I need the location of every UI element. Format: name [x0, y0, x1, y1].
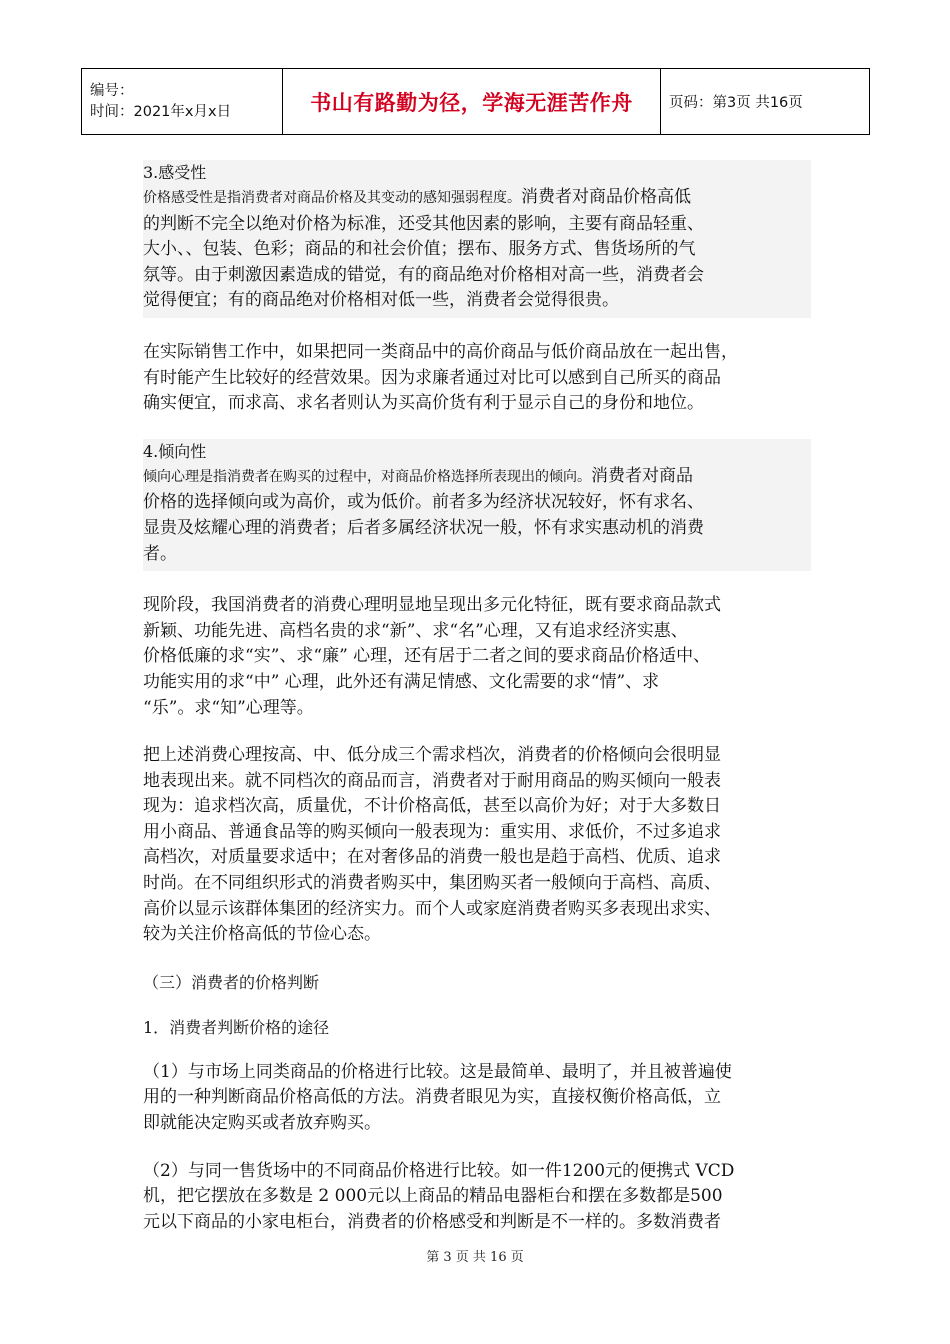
section-text [143, 464, 809, 567]
page-footer: 第 3 页 共 16 页 [426, 1250, 524, 1265]
section-body: 消费者对商品价格高低 的判断不完全以绝对价格为标准，还受其他因素的影响，主要有商品轻重、 大小、、包装、色彩；商品的和社会价值；摆布、服务方式、售货场所的气 氛等。由于刺激因素造成的错觉，有的商品绝对价格相对高一些，消费者会 觉得便宜；有的商品绝对价格相对低一些，消费者会觉得很贵。 [143, 187, 704, 311]
section-heading: 3.感受性 [143, 163, 207, 182]
header-meta-cell [82, 69, 283, 135]
subsection-heading-judgment-methods: 1．消费者判断价格的途径 [143, 1017, 330, 1037]
paragraph-sales-practice: 在实际销售工作中，如果把同一类商品中的高价商品与低价商品放在一起出售， 有时能产生比较好的经营效果。因为求廉者通过对比可以感到自己所买的商品 确实便宜，而求高、求名者则认为买高价货有利于显示自己的身份和地位。 [143, 341, 738, 414]
section-body: 消费者对商品 价格的选择倾向或为高价，或为低价。前者多为经济状况较好，怀有求名、 显贵及炫耀心理的消费者；后者多属经济状况一般，怀有求实惠动机的消费 者。 [143, 465, 704, 564]
paragraph-consumer-psychology: 现阶段，我国消费者的消费心理明显地呈现出多元化特征，既有要求商品款式 新颖、功能先进、高档名贵的求“新”、求“名”心理，又有追求经济实惠、 价格低廉的求“实”、求“廉” 心理，还有居于二者之间的要求商品价格适中、 功能实用的求“中” 心理，此外还有满足情感、文化需要的求“情”、求 “乐”。求“知”心理等。 [143, 595, 721, 718]
section-text [143, 185, 809, 314]
header-motto: 书山有路勤为径，学海无涯苦作舟 [283, 69, 661, 135]
section-heading: 4.倾向性 [143, 441, 207, 461]
header-table [81, 68, 870, 135]
section-lead: 价格感受性是指消费者对商品价格及其变动的感知强弱程度。 [143, 190, 521, 206]
header-page-label: 页码：第3页 共16页 [661, 69, 870, 135]
document-body [143, 160, 811, 1257]
document-number: 编号： [90, 82, 134, 99]
paragraph-method-2: （2）与同一售货场中的不同商品价格进行比较。如一件1200元的便携式 VCD 机，把它摆放在多数是 2 000元以上商品的精品电器柜台和摆在多数都是500 元以下商品的小家电柜台，消费者的价格感受和判断是不一样的。多数消费者 [143, 1160, 735, 1232]
section-heading-price-judgment: （三）消费者的价格判断 [143, 972, 320, 992]
document-date: 时间：2021年x月x日 [90, 103, 232, 120]
paragraph-demand-levels: 把上述消费心理按高、中、低分成三个需求档次，消费者的价格倾向会很明显 地表现出来。就不同档次的商品而言，消费者对于耐用商品的购买倾向一般表 现为：追求档次高，质量优，不计价格高低，甚至以高价为好；对于大多数日 用小商品、普通食品等的购买倾向一般表现为：重实用、求低价，不过多追求 高档次，对质量要求适中；在对奢侈品的消费一般也是趋于高档、优质、追求 时尚。在不同组织形式的消费者购买中，集团购买者一般倾向于高档、高质、 高价以显示该群体集团的经济实力。而个人或家庭消费者购买多表现出求实、 较为关注价格高低的节俭心态。 [143, 745, 721, 945]
section-tendency [143, 439, 811, 571]
paragraph-method-1: （1）与市场上同类商品的价格进行比较。这是最简单、最明了，并且被普遍使 用的一种判断商品价格高低的方法。消费者眼见为实，直接权衡价格高低，立 即就能决定购买或者放弃购买。 [143, 1061, 732, 1134]
section-lead: 倾向心理是指消费者在购买的过程中，对商品价格选择所表现出的倾向。 [143, 468, 591, 485]
section-perception [143, 160, 811, 318]
